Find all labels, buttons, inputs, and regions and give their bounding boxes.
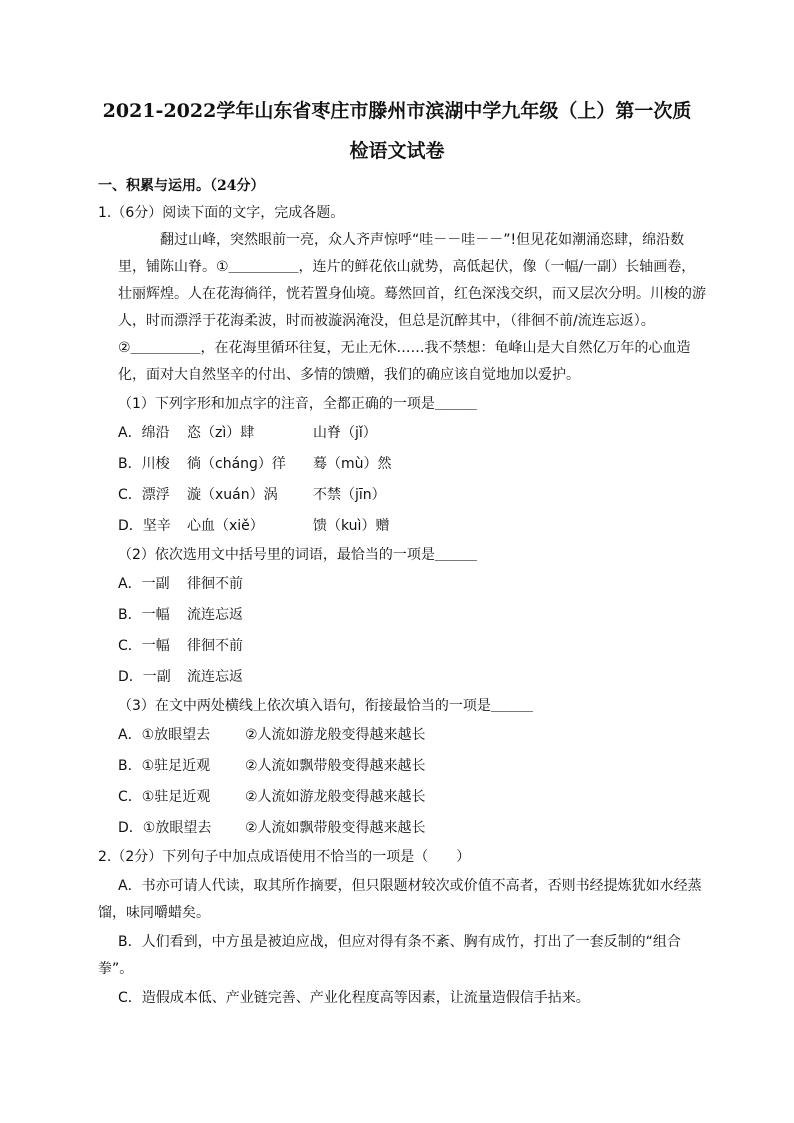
option-letter: C．一幅 [118, 638, 170, 654]
passage-line: 里，铺陈山脊。①＿＿＿＿＿，连片的鲜花依山就势，高低起伏，像（一幅/一副）长轴画卷， [118, 259, 696, 275]
passage-line: ②＿＿＿＿＿，在花海里循环往复，无止无休……我不禁想：龟峰山是大自然亿万年的心血造 [118, 340, 691, 356]
option-letter: A．一副 [118, 576, 170, 592]
option-letter: D．①放眼望去 [118, 820, 212, 836]
option-line: 馏，味同嚼蜡矣。 [98, 905, 210, 921]
option-letter: D．一副 [118, 669, 171, 685]
exam-title-line2: 检语文试卷 [349, 140, 445, 162]
option-text: 徘徊不前 [187, 638, 243, 654]
option-text: 馈（kuì）赠 [313, 518, 390, 534]
option-letter: A．绵沿 [118, 425, 170, 441]
option-line: A．书亦可请人代读，取其所作摘要，但只限题材较次或价值不高者，否则书经提炼犹如水经蒸 [118, 878, 702, 894]
option-text: ②人流如游龙般变得越来越长 [245, 727, 426, 743]
option-letter: B．①驻足近观 [118, 758, 211, 774]
option-line: C．造假成本低、产业链完善、产业化程度高等因素，让流量造假信手拈来。 [118, 990, 590, 1006]
sub-question-3-stem: （3）在文中两处横线上依次填入语句，衔接最恰当的一项是＿＿＿ [118, 698, 533, 714]
question-1-stem: 1.（6分）阅读下面的文字，完成各题。 [98, 205, 345, 221]
option-line: B．人们看到，中方虽是被迫应战，但应对得有条不紊、胸有成竹，打出了一套反制的“组合 [118, 934, 681, 950]
option-text: 不禁（jīn） [313, 487, 386, 503]
option-line: 拳”。 [98, 961, 134, 977]
option-text: 心血（xiě） [187, 518, 264, 534]
passage-line: 翻过山峰，突然眼前一亮，众人齐声惊呼“哇－－哇－－”!但见花如潮涌恣肆，绵沿数 [160, 232, 685, 248]
option-letter: C．①驻足近观 [118, 789, 211, 805]
option-letter: B．川梭 [118, 456, 170, 472]
passage-line: 人，时而漂浮于花海柔波，时而被漩涡淹没，但总是沉醉其中，（徘徊不前/流连忘返）。 [118, 313, 655, 329]
question-2-stem: 2.（2分）下列句子中加点成语使用不恰当的一项是（ ） [98, 849, 471, 865]
option-text: 徘徊不前 [187, 576, 243, 592]
passage-line: 壮丽辉煌。人在花海徜徉，恍若置身仙境。蓦然回首，红色深浅交织，而又层次分明。川梭的游 [118, 286, 706, 302]
passage-line: 化，面对大自然坚辛的付出、多情的馈赠，我们的确应该自觉地加以爱护。 [118, 367, 580, 383]
exam-title-line1: 2021-2022学年山东省枣庄市滕州市滨湖中学九年级（上）第一次质 [102, 100, 692, 122]
option-text: 流连忘返 [187, 669, 243, 685]
option-text: 流连忘返 [187, 607, 243, 623]
option-letter: B．一幅 [118, 607, 170, 623]
option-text: ②人流如游龙般变得越来越长 [245, 789, 426, 805]
option-text: 恣（zì）肆 [187, 425, 255, 441]
section-heading: 一、积累与运用。（24分） [98, 178, 265, 194]
option-text: 漩（xuán）涡 [187, 487, 278, 503]
option-text: 蓦（mù）然 [313, 456, 392, 472]
option-letter: A．①放眼望去 [118, 727, 211, 743]
option-text: ②人流如飘带般变得越来越长 [245, 758, 426, 774]
option-letter: D．坚辛 [118, 518, 171, 534]
sub-question-2-stem: （2）依次选用文中括号里的词语，最恰当的一项是＿＿＿ [118, 547, 477, 563]
option-text: ②人流如飘带般变得越来越长 [245, 820, 426, 836]
option-text: 山脊（jǐ） [313, 425, 377, 441]
sub-question-1-stem: （1）下列字形和加点字的注音，全都正确的一项是＿＿＿ [118, 396, 477, 412]
option-text: 徜（chánɡ）徉 [187, 456, 286, 472]
option-letter: C．漂浮 [118, 487, 170, 503]
